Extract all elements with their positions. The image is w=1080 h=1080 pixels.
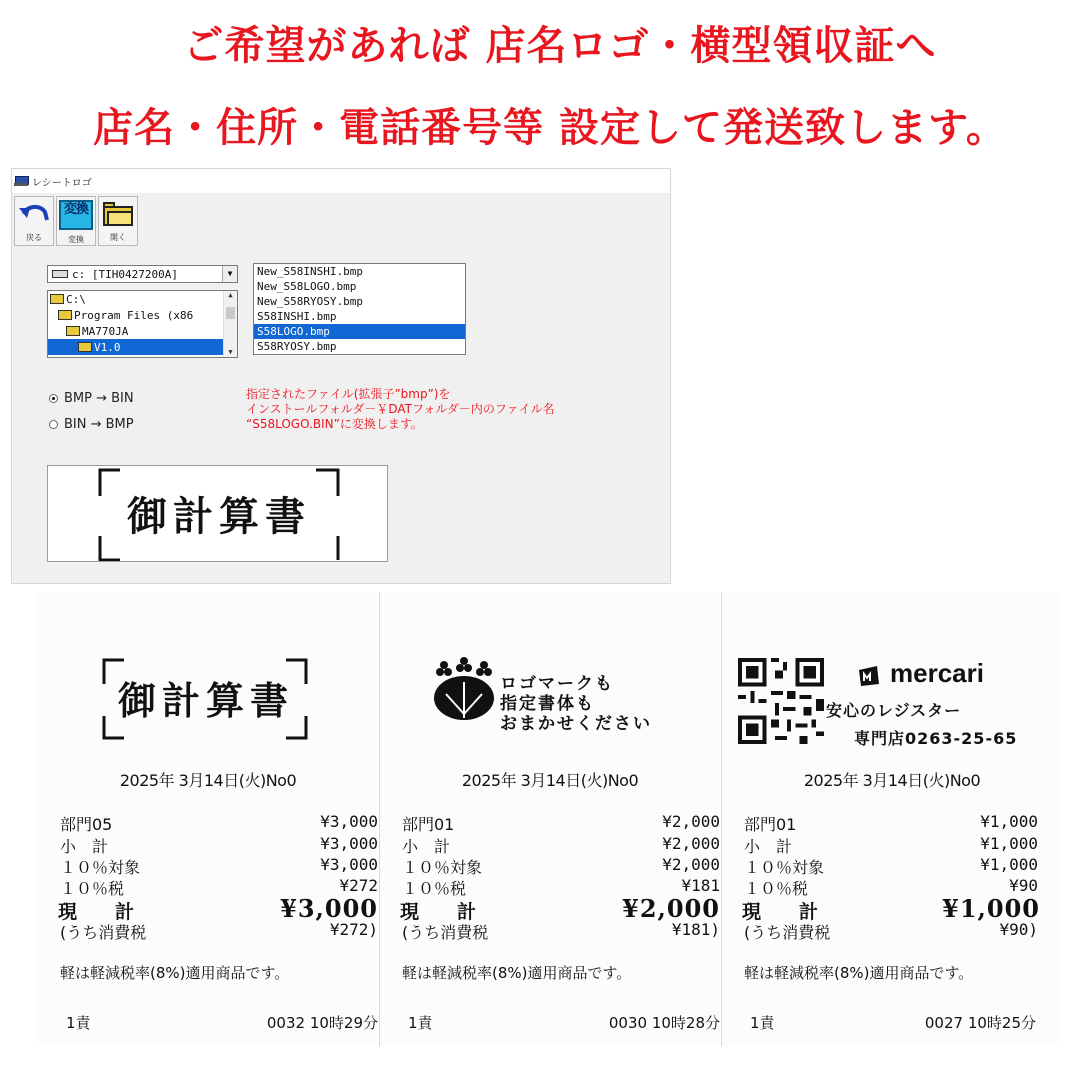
receipt-date: 2025年 3月14日(火)No0 [803, 771, 981, 790]
file-item[interactable]: New_S58RYOSY.bmp [257, 295, 363, 308]
file-list[interactable] [253, 263, 466, 355]
promo-headline-line1: ご希望があれば 店名ロゴ・横型領収証へ [183, 23, 937, 69]
receipt-date: 2025年 3月14日(火)No0 [461, 771, 639, 790]
directory-item-selected[interactable]: V1.0 [48, 339, 224, 355]
open-folder-icon [101, 200, 135, 228]
convert-button-label: 変換 [68, 235, 84, 244]
shop-phone: 専門店0263-25-65 [854, 729, 1018, 748]
back-button[interactable] [14, 196, 54, 246]
file-item-selected[interactable]: S58LOGO.bmp [254, 324, 465, 339]
receipt-line: １０％対象 ¥2,000 [402, 855, 720, 877]
preview-frame [48, 466, 388, 562]
receipt-total: 現 計 ¥2,000 [400, 894, 720, 923]
receipt-line: 小 計 ¥1,000 [744, 834, 1038, 856]
receipt-logo [380, 648, 720, 758]
radio-indicator[interactable] [49, 394, 58, 403]
receipt-footer: 軽は軽減税率(8%)適用商品です。 [744, 964, 974, 982]
conversion-note: 指定されたファイル(拡張子”bmp”)を インストールフォルダ－￥DATフォルダ－内のファイル名 “S58LOGO.BIN”に変換します。 [246, 387, 555, 431]
convert-icon: 変換 [59, 200, 93, 230]
drive-select[interactable] [47, 265, 238, 283]
file-item[interactable]: S58INSHI.bmp [257, 310, 337, 323]
app-icon [14, 175, 28, 187]
receipt-line: １０％対象 ¥1,000 [744, 855, 1038, 877]
receipt-footer: 軽は軽減税率(8%)適用商品です。 [60, 964, 290, 982]
receipt-tax-line: (うち消費税 ¥181) [402, 920, 720, 942]
folder-icon [66, 326, 80, 336]
receipt-line: １０％対象 ¥3,000 [60, 855, 378, 877]
receipt-tax-line: (うち消費税 ¥272) [60, 920, 378, 942]
directory-item[interactable]: Program Files (x86 [48, 307, 237, 323]
radio-indicator[interactable] [49, 420, 58, 429]
mercari-logo-icon [856, 662, 882, 688]
receipt-2 [380, 592, 720, 1046]
chevron-down-icon[interactable]: ▼ [222, 266, 237, 282]
receipt-footer: 軽は軽減税率(8%)適用商品です。 [402, 964, 632, 982]
receipt-clerk: 1責 [750, 1014, 775, 1032]
crest-caption: ロゴマークも 指定書体も おまかせください [500, 674, 652, 734]
receipt-number-time: 0027 10時25分 [924, 1014, 1036, 1032]
directory-scrollbar[interactable] [223, 291, 237, 357]
shop-name: 安心のレジスター [826, 701, 962, 720]
calligraphy-logo [38, 648, 378, 758]
open-button[interactable] [98, 196, 138, 246]
folder-icon [50, 294, 64, 304]
chevron-down-icon[interactable]: ▼ [228, 348, 233, 356]
receipt-logo [722, 648, 1062, 758]
receipt-line: 部門01 ¥2,000 [402, 812, 720, 834]
receipt-tax-line: (うち消費税 ¥90) [744, 920, 1038, 942]
receipt-line: 小 計 ¥2,000 [402, 834, 720, 856]
folder-icon [58, 310, 72, 320]
radio-bmp-to-bin[interactable]: BMP → BIN [49, 391, 134, 406]
logo-preview [47, 465, 388, 562]
receipt-total: 現 計 ¥1,000 [742, 894, 1040, 923]
receipt-clerk: 1責 [66, 1014, 91, 1032]
radio-bin-to-bmp[interactable]: BIN → BMP [49, 417, 134, 432]
receipt-date: 2025年 3月14日(火)No0 [119, 771, 297, 790]
receipt-line: 部門01 ¥1,000 [744, 812, 1038, 834]
receipt-line: １０％税 ¥272 [60, 876, 378, 898]
promo-headline-line2: 店名・住所・電話番号等 設定して発送致します。 [93, 105, 1007, 151]
folder-icon [78, 342, 92, 352]
receipt-line: 部門05 ¥3,000 [60, 812, 378, 834]
receipt-total: 現 計 ¥3,000 [58, 894, 378, 923]
file-item[interactable]: S58RYOSY.bmp [257, 340, 337, 353]
file-item[interactable]: New_S58LOGO.bmp [257, 280, 357, 293]
directory-item[interactable]: MA770JA [48, 323, 237, 339]
svg-text:御計算書: 御計算書 [117, 678, 295, 723]
receipt-logo-window [11, 168, 671, 584]
receipt-line: １０％税 ¥181 [402, 876, 720, 898]
receipt-line: 小 計 ¥3,000 [60, 834, 378, 856]
back-button-label: 戻る [26, 233, 42, 242]
file-item[interactable]: New_S58INSHI.bmp [257, 265, 363, 278]
scrollbar-thumb[interactable] [226, 307, 235, 319]
directory-item[interactable]: C:\ [48, 291, 237, 307]
window-title: レシートロゴ [32, 177, 92, 189]
open-button-label: 開く [110, 233, 126, 242]
undo-icon [18, 200, 50, 228]
receipt-3 [722, 592, 1062, 1046]
receipt-logo [38, 648, 378, 758]
window-titlebar [12, 169, 670, 193]
qr-code-icon [738, 658, 824, 744]
preview-logo-text: 御計算書 [127, 493, 311, 540]
receipt-samples [0, 592, 1080, 1052]
receipt-line: １０％税 ¥90 [744, 876, 1038, 898]
receipt-clerk: 1責 [408, 1014, 433, 1032]
receipt-number-time: 0030 10時28分 [608, 1014, 720, 1032]
receipt-1 [38, 592, 378, 1046]
receipt-number-time: 0032 10時29分 [266, 1014, 378, 1032]
drive-icon [52, 270, 68, 278]
convert-button[interactable] [56, 196, 96, 246]
directory-list[interactable] [47, 290, 238, 358]
chevron-up-icon[interactable]: ▲ [228, 291, 233, 299]
drive-select-value: c: [TIH0427200A] [72, 267, 178, 281]
toolbar [14, 196, 138, 246]
mercari-brand: mercari [890, 658, 984, 688]
